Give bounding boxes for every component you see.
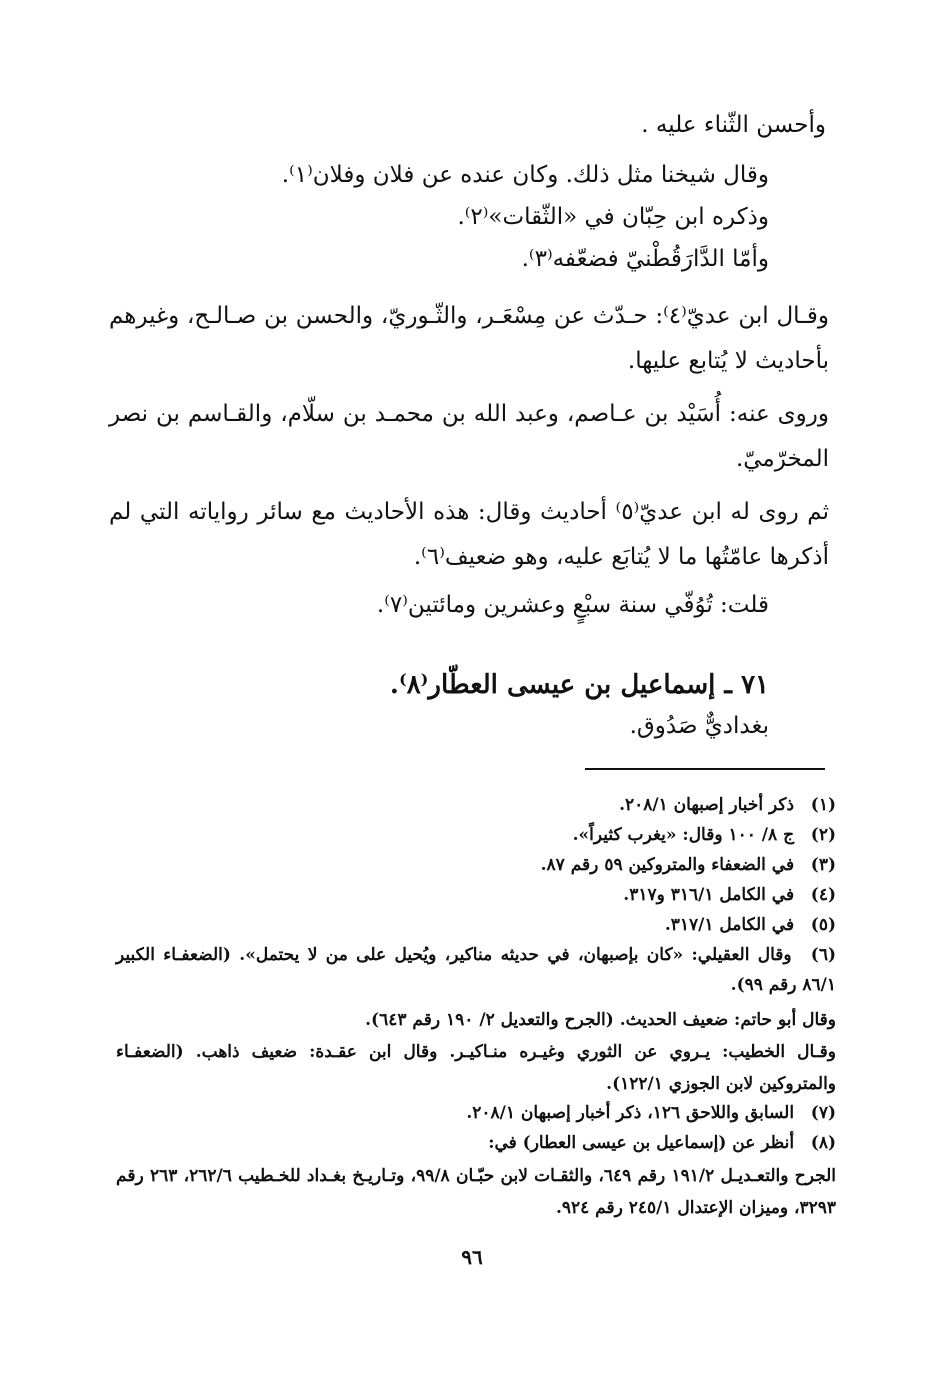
footnote-number: (٥) — [810, 915, 836, 935]
footnote-text: ذكر أخبار إصبهان ٢٠٨/١. — [619, 795, 795, 815]
footnote-6 — [116, 940, 836, 1000]
footnote-8 — [116, 1128, 836, 1158]
footnote-text: وقال العقيلي: «كان بإصبهان، في حديثه مناكير، ويُحيل على من لا يحتمل». (الضعفـاء الكبير ٨٦/١ رقم ٩٩). — [116, 945, 836, 995]
footnote-number: (٢) — [810, 825, 836, 845]
footnote-number: (٣) — [810, 855, 836, 875]
footnote-number: (٧) — [810, 1103, 836, 1123]
entry-description: بغداديٌّ صَدُوق. — [629, 713, 769, 739]
footnote-text: في الضعفاء والمتروكين ٥٩ رقم ٨٧. — [540, 855, 795, 875]
text-line-2: وقال شيخنا مثل ذلك. وكان عنده عن فلان وفلان⁽١⁾. — [281, 162, 769, 188]
footnote-text: ج ٨/ ١٠٠ وقال: «يغرب كثيراً». — [572, 825, 795, 845]
footnote-6-continuation-1: وقال أبو حاتم: ضعيف الحديث. (الجرح والتعديل ٢/ ١٩٠ رقم ٦٤٣). — [365, 1010, 836, 1030]
footnote-4 — [116, 880, 836, 910]
footnote-number: (٦) — [810, 945, 836, 965]
paragraph-ibn-adi: وقـال ابن عديّ⁽٤⁾: حـدّث عن مِسْعَـر، والثّـوريّ، والحسن بن صـالـح، وغيرهم بأحاديث لا يُتابع عليها. — [109, 303, 830, 374]
footnote-text: السابق واللاحق ١٢٦، ذكر أخبار إصبهان ٢٠٨/١. — [466, 1103, 795, 1123]
entry-heading: ٧١ ـ إسماعيل بن عيسى العطّار⁽٨⁾. — [389, 670, 769, 700]
paragraph-narrators: وروى عنه: أُسَيْد بن عـاصم، وعبد الله بن محمـد بن سلّام، والقـاسم بن نصر المخرّميّ. — [109, 401, 829, 472]
footnote-text: في الكامل ٣١٦/١ و٣١٧. — [623, 885, 795, 905]
footnote-number: (٤) — [810, 885, 836, 905]
text-line-1: وأحسن الثّناء عليه . — [641, 112, 826, 138]
text-line-4: وأمّا الدَّارَقُطْنيّ فضعّفه⁽٣⁾. — [521, 246, 769, 272]
footnote-number: (١) — [810, 795, 836, 815]
footnote-6-continuation-2: وقـال الخطيب: يـروي عن الثوري وغيـره منـاكيـر. وقال ابن عقـدة: ضعيف ذاهب. (الضعفـاء والمتروكين لابن الجوزي ١٢٢/١). — [116, 1042, 836, 1094]
text-line-3: وذكره ابن حِبّان في «الثّقات»⁽٢⁾. — [457, 204, 769, 230]
footnote-2 — [116, 820, 836, 850]
footnote-separator — [585, 768, 825, 770]
paragraph-hadiths: ثم روى له ابن عديّ⁽٥⁾ أحاديث وقال: هذه الأحاديث مع سائر رواياته التي لم أذكرها عامّتُها ما لا يُتابَع عليه، وهو ضعيف⁽٦⁾. — [109, 499, 830, 570]
page-number: ٩٦ — [461, 1245, 483, 1269]
footnote-7 — [116, 1098, 836, 1128]
text-line-death: قلت: تُوُفّي سنة سبْعٍ وعشرين ومائتين⁽٧⁾. — [376, 592, 769, 618]
footnote-5 — [116, 910, 836, 940]
footnote-3 — [116, 850, 836, 880]
footnote-text: أنظر عن (إسماعيل بن عيسى العطار) في: — [488, 1133, 795, 1153]
footnote-8-continuation: الجرح والتعـديـل ١٩١/٢ رقم ٦٤٩، والثقـات لابن حبّـان ٩٩/٨، وتـاريـخ بغـداد للخـطيب ٢٦٢/٦، ٢٦٣ رقم ٣٢٩٣، وميزان الإعتدال ٢٤٥/١ رقم ٩٢٤. — [116, 1166, 836, 1218]
footnote-text: في الكامل ٣١٧/١. — [664, 915, 795, 935]
footnote-number: (٨) — [810, 1133, 836, 1153]
footnote-1 — [116, 790, 836, 820]
